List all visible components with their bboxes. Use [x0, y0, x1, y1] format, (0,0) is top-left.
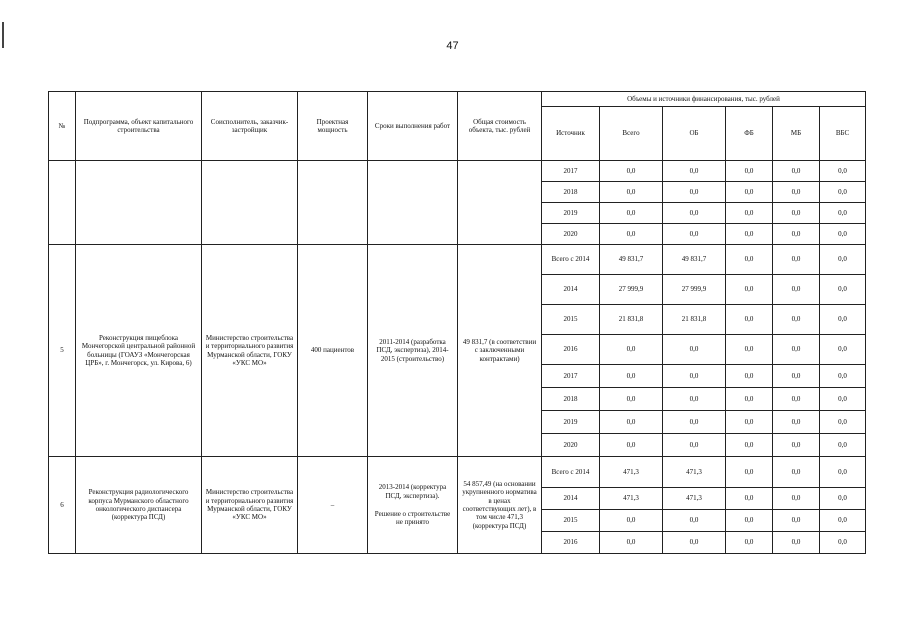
total-cell: 0,0	[600, 510, 663, 532]
mb-cell: 0,0	[773, 532, 820, 554]
fb-cell: 0,0	[726, 365, 773, 388]
no-cell	[49, 161, 76, 245]
program-name: Реконструкция пищеблока Мончегорской центральной районной больницы (ГОАУЗ «Мончегорская ЦРБ», г. Мончегорск, ул. Кирова, 6)	[76, 245, 202, 457]
item-number: 5	[49, 245, 76, 457]
ob-cell: 0,0	[663, 203, 726, 224]
ob-cell: 0,0	[663, 161, 726, 182]
ob-cell: 49 831,7	[663, 245, 726, 275]
mb-cell: 0,0	[773, 411, 820, 434]
fb-cell: 0,0	[726, 275, 773, 305]
total-cell: 0,0	[600, 182, 663, 203]
total-cell: 0,0	[600, 161, 663, 182]
vbs-cell: 0,0	[820, 161, 866, 182]
table-row	[49, 457, 866, 488]
header-terms: Сроки выполнения работ	[368, 92, 458, 161]
header-total: Всего	[600, 107, 663, 161]
total-cell: 21 831,8	[600, 305, 663, 335]
header-mb: МБ	[773, 107, 820, 161]
ob-cell: 0,0	[663, 434, 726, 457]
ob-cell: 471,3	[663, 488, 726, 510]
mb-cell: 0,0	[773, 182, 820, 203]
total-cell: 0,0	[600, 434, 663, 457]
vbs-cell: 0,0	[820, 411, 866, 434]
mb-cell: 0,0	[773, 224, 820, 245]
total-cell: 0,0	[600, 203, 663, 224]
source-cell: 2020	[542, 434, 600, 457]
source-cell: 2017	[542, 365, 600, 388]
mb-cell: 0,0	[773, 245, 820, 275]
mb-cell: 0,0	[773, 457, 820, 488]
fb-cell: 0,0	[726, 532, 773, 554]
total-cell: 471,3	[600, 488, 663, 510]
header-source: Источник	[542, 107, 600, 161]
vbs-cell: 0,0	[820, 245, 866, 275]
terms-value: 2011-2014 (разработка ПСД, экспертиза), 2014-2015 (строительство)	[368, 245, 458, 457]
source-cell: 2016	[542, 335, 600, 365]
source-cell: 2014	[542, 275, 600, 305]
vbs-cell: 0,0	[820, 457, 866, 488]
ob-cell: 0,0	[663, 388, 726, 411]
terms-value	[368, 457, 458, 554]
cost-value: 54 857,49 (на основании укрупненного норматива в ценах соответствующих лет), в том числе 471,3 (корректура ПСД)	[458, 457, 542, 554]
fb-cell: 0,0	[726, 335, 773, 365]
mb-cell: 0,0	[773, 275, 820, 305]
vbs-cell: 0,0	[820, 335, 866, 365]
coexecutor-cell	[202, 161, 298, 245]
header-cost: Общая стоимость объекта, тыс. рублей	[458, 92, 542, 161]
item-number: 6	[49, 457, 76, 554]
fb-cell: 0,0	[726, 203, 773, 224]
page-number: 47	[446, 40, 459, 52]
source-cell: 2016	[542, 532, 600, 554]
source-cell: 2015	[542, 305, 600, 335]
total-cell: 471,3	[600, 457, 663, 488]
ob-cell: 0,0	[663, 365, 726, 388]
ob-cell: 0,0	[663, 411, 726, 434]
total-cell: 0,0	[600, 224, 663, 245]
program-cell	[76, 161, 202, 245]
vbs-cell: 0,0	[820, 182, 866, 203]
source-cell: 2018	[542, 388, 600, 411]
mb-cell: 0,0	[773, 335, 820, 365]
fb-cell: 0,0	[726, 411, 773, 434]
ob-cell: 0,0	[663, 335, 726, 365]
total-cell: 0,0	[600, 365, 663, 388]
table-row	[49, 161, 866, 182]
vbs-cell: 0,0	[820, 275, 866, 305]
financing-table	[48, 91, 866, 554]
total-cell: 0,0	[600, 388, 663, 411]
ob-cell: 0,0	[663, 510, 726, 532]
fb-cell: 0,0	[726, 245, 773, 275]
mb-cell: 0,0	[773, 305, 820, 335]
coexecutor-name: Министерство строительства и территориального развития Мурманской области, ГОКУ «УКС МО»	[202, 457, 298, 554]
fb-cell: 0,0	[726, 457, 773, 488]
source-cell: 2015	[542, 510, 600, 532]
mb-cell: 0,0	[773, 510, 820, 532]
terms-part-b: Решение о строительстве не принято	[374, 510, 451, 527]
vbs-cell: 0,0	[820, 305, 866, 335]
mb-cell: 0,0	[773, 161, 820, 182]
fb-cell: 0,0	[726, 388, 773, 411]
ob-cell: 0,0	[663, 182, 726, 203]
ob-cell: 27 999,9	[663, 275, 726, 305]
total-cell: 0,0	[600, 411, 663, 434]
mb-cell: 0,0	[773, 203, 820, 224]
ob-cell: 0,0	[663, 224, 726, 245]
source-cell: Всего с 2014	[542, 245, 600, 275]
mb-cell: 0,0	[773, 434, 820, 457]
fb-cell: 0,0	[726, 161, 773, 182]
total-cell: 0,0	[600, 335, 663, 365]
source-cell: 2020	[542, 224, 600, 245]
ob-cell: 471,3	[663, 457, 726, 488]
source-cell: Всего с 2014	[542, 457, 600, 488]
fb-cell: 0,0	[726, 224, 773, 245]
source-cell: 2019	[542, 411, 600, 434]
ob-cell: 21 831,8	[663, 305, 726, 335]
vbs-cell: 0,0	[820, 224, 866, 245]
program-name: Реконструкция радиологического корпуса Мурманского областного онкологического диспансера (корректура ПСД)	[76, 457, 202, 554]
vbs-cell: 0,0	[820, 510, 866, 532]
source-cell: 2014	[542, 488, 600, 510]
mb-cell: 0,0	[773, 388, 820, 411]
mb-cell: 0,0	[773, 365, 820, 388]
source-cell: 2018	[542, 182, 600, 203]
header-row-1	[49, 92, 866, 107]
cost-value: 49 831,7 (в соответствии с заключенными контрактами)	[458, 245, 542, 457]
table-row	[49, 245, 866, 275]
ob-cell: 0,0	[663, 532, 726, 554]
vbs-cell: 0,0	[820, 488, 866, 510]
header-fb: ФБ	[726, 107, 773, 161]
header-vbs: ВБС	[820, 107, 866, 161]
total-cell: 0,0	[600, 532, 663, 554]
terms-cell	[368, 161, 458, 245]
coexecutor-name: Министерство строительства и территориального развития Мурманской области, ГОКУ «УКС МО»	[202, 245, 298, 457]
fb-cell: 0,0	[726, 305, 773, 335]
vbs-cell: 0,0	[820, 434, 866, 457]
total-cell: 27 999,9	[600, 275, 663, 305]
cost-cell	[458, 161, 542, 245]
header-coexecutor: Соисполнитель, заказчик-застройщик	[202, 92, 298, 161]
terms-part-a: 2013-2014 (корректура ПСД, экспертиза).	[378, 483, 447, 500]
vbs-cell: 0,0	[820, 532, 866, 554]
header-capacity: Проектная мощность	[298, 92, 368, 161]
header-ob: ОБ	[663, 107, 726, 161]
fb-cell: 0,0	[726, 488, 773, 510]
fb-cell: 0,0	[726, 510, 773, 532]
header-no: №	[49, 92, 76, 161]
capacity-value: –	[298, 457, 368, 554]
header-financing: Объемы и источники финансирования, тыс. рублей	[542, 92, 866, 107]
capacity-cell	[298, 161, 368, 245]
source-cell: 2017	[542, 161, 600, 182]
mb-cell: 0,0	[773, 488, 820, 510]
fb-cell: 0,0	[726, 182, 773, 203]
header-program: Подпрограмма, объект капитального строительства	[76, 92, 202, 161]
vbs-cell: 0,0	[820, 203, 866, 224]
capacity-value: 400 пациентов	[298, 245, 368, 457]
total-cell: 49 831,7	[600, 245, 663, 275]
vbs-cell: 0,0	[820, 365, 866, 388]
fb-cell: 0,0	[726, 434, 773, 457]
source-cell: 2019	[542, 203, 600, 224]
vbs-cell: 0,0	[820, 388, 866, 411]
